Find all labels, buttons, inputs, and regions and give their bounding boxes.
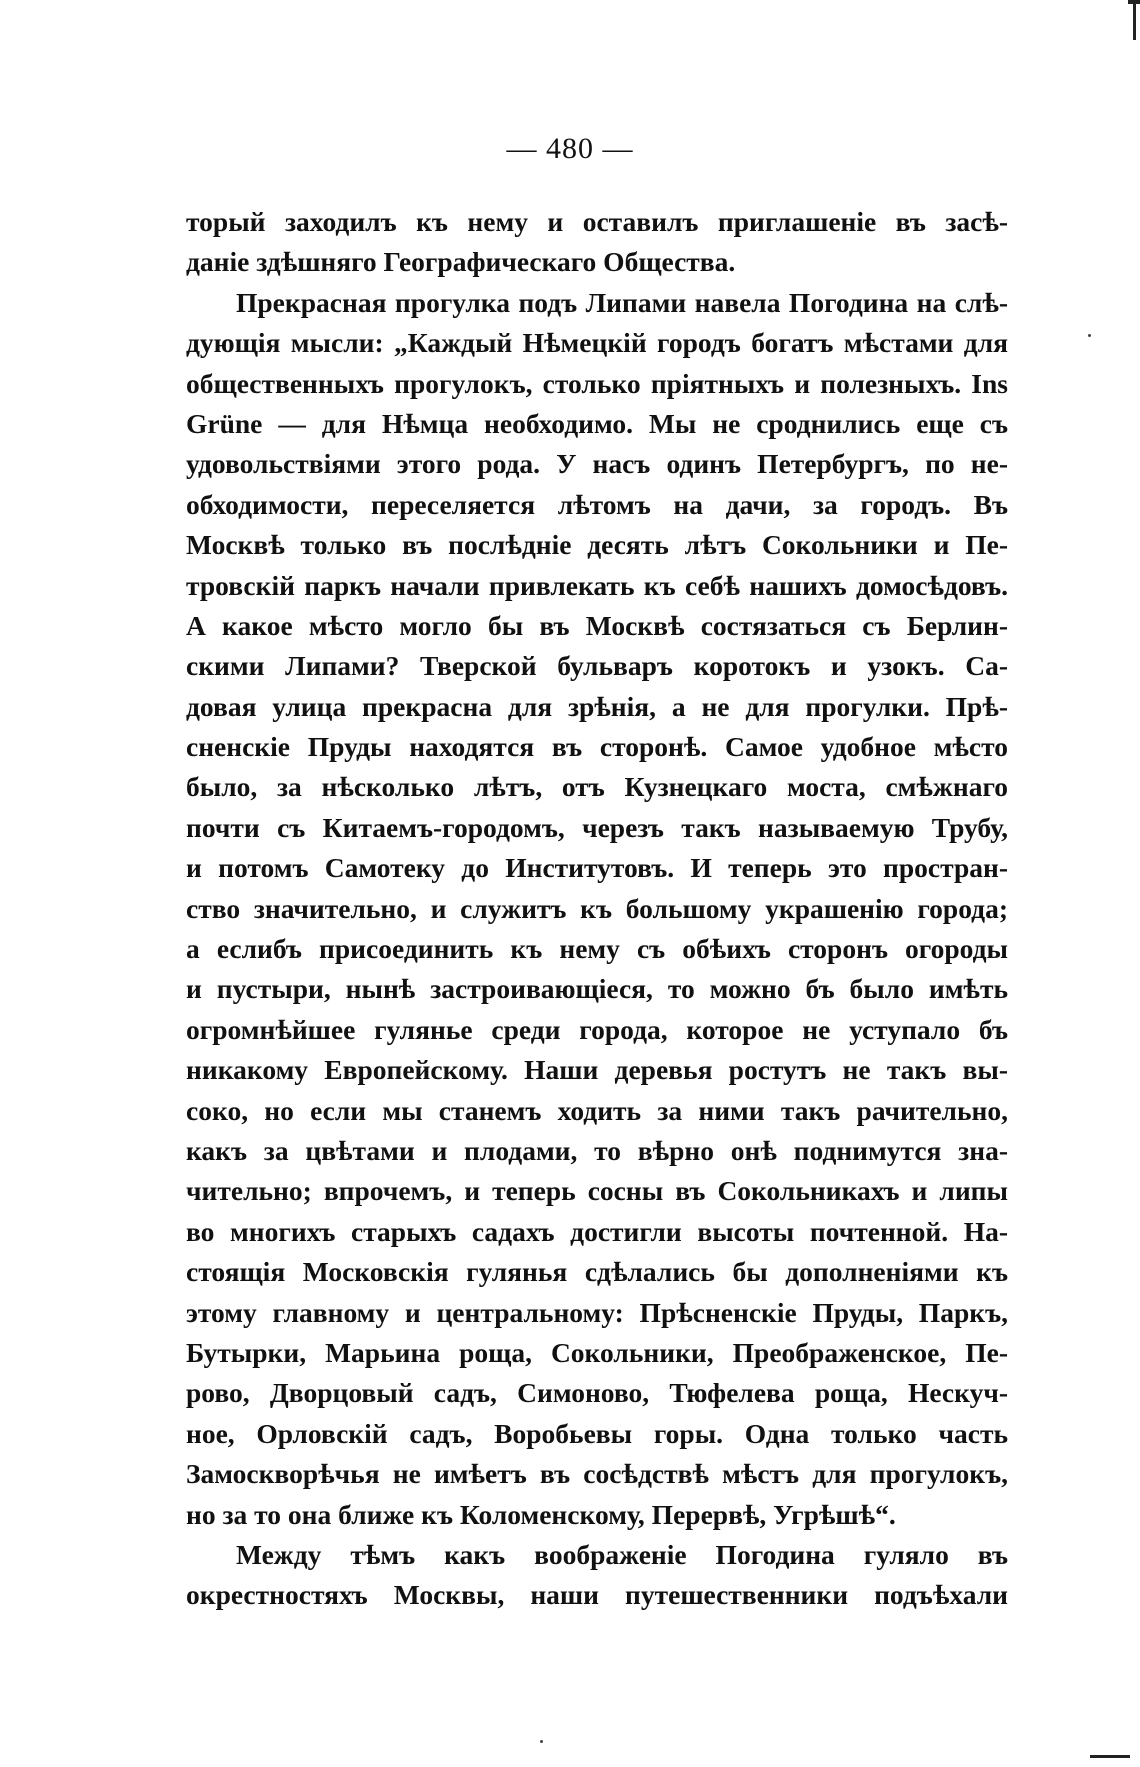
text-line: окрестностяхъ Москвы, наши путешественники подъѣхали bbox=[186, 1579, 1008, 1611]
scan-edge-mark bbox=[1133, 0, 1136, 40]
text-line: чительно; впрочемъ, и теперь сосны въ Сокольникахъ и липы bbox=[186, 1175, 1008, 1207]
scan-speck bbox=[1088, 334, 1091, 337]
page-number: — 480 — bbox=[506, 132, 634, 165]
text-line: во многихъ старыхъ садахъ достигли высоты почтенной. На- bbox=[186, 1215, 1008, 1247]
text-line: сненскіе Пруды находятся въ сторонѣ. Самое удобное мѣсто bbox=[186, 731, 1008, 763]
text-line: и пустыри, нынѣ застроивающіеся, то можно бъ было имѣть bbox=[186, 973, 1008, 1005]
text-line: даніе здѣшняго Географическаго Общества. bbox=[186, 246, 736, 278]
text-line: тровскій паркъ начали привлекать къ себѣ нашихъ домосѣдовъ. bbox=[186, 569, 1008, 601]
text-line: почти съ Китаемъ-городомъ, черезъ такъ называемую Трубу, bbox=[186, 811, 1008, 843]
text-line: довая улица прекрасна для зрѣнія, а не для прогулки. Прѣ- bbox=[186, 690, 1008, 722]
text-line: Прекрасная прогулка подъ Липами навела Погодина на слѣ- bbox=[236, 286, 1008, 318]
text-line: Москвѣ только въ послѣдніе десять лѣтъ Сокольники и Пе- bbox=[186, 529, 1008, 561]
text-line: Бутырки, Марьина роща, Сокольники, Преображенское, Пе- bbox=[186, 1336, 1008, 1368]
text-line: торый заходилъ къ нему и оставилъ приглашеніе въ засѣ- bbox=[186, 206, 1008, 237]
text-line: дующія мысли: „Каждый Нѣмецкій городъ богатъ мѣстами для bbox=[186, 327, 1008, 359]
body-text bbox=[186, 202, 1008, 1616]
text-line: Между тѣмъ какъ воображеніе Погодина гуляло въ bbox=[236, 1538, 1008, 1570]
text-line: Grüne — для Нѣмца необходимо. Мы не сроднились еще съ bbox=[186, 407, 1008, 439]
text-line: скими Липами? Тверской бульваръ коротокъ и узокъ. Са- bbox=[186, 650, 1008, 682]
scan-speck bbox=[540, 1740, 543, 1743]
text-line: А какое мѣсто могло бы въ Москвѣ состязаться съ Берлин- bbox=[186, 609, 1008, 641]
text-line: этому главному и центральному: Прѣсненскіе Пруды, Паркъ, bbox=[186, 1296, 1008, 1328]
text-line: никакому Европейскому. Наши деревья ростутъ не такъ вы- bbox=[186, 1054, 1008, 1086]
text-line: обходимости, переселяется лѣтомъ на дачи, за городъ. Въ bbox=[186, 488, 1008, 520]
text-line: было, за нѣсколько лѣтъ, отъ Кузнецкаго моста, смѣжнаго bbox=[186, 771, 1008, 803]
text-line: соко, но если мы станемъ ходить за ними такъ рачительно, bbox=[186, 1094, 1008, 1126]
text-line: Замоскворѣчья не имѣетъ въ сосѣдствѣ мѣстъ для прогулокъ, bbox=[186, 1458, 1008, 1490]
text-line: огромнѣйшее гулянье среди города, которое не уступало бъ bbox=[186, 1013, 1008, 1045]
text-line: общественныхъ прогулокъ, столько пріятныхъ и полезныхъ. Ins bbox=[186, 367, 1008, 399]
text-line: какъ за цвѣтами и плодами, то вѣрно онѣ поднимутся зна- bbox=[186, 1134, 1008, 1166]
text-line: и потомъ Самотеку до Институтовъ. И теперь это простран- bbox=[186, 852, 1008, 884]
text-line: стоящія Московскія гулянья сдѣлались бы дополненіями къ bbox=[186, 1256, 1008, 1288]
text-line: но за то она ближе къ Коломенскому, Перервѣ, Угрѣшѣ“. bbox=[186, 1498, 896, 1530]
text-line: рово, Дворцовый садъ, Симоново, Тюфелева роща, Нескуч- bbox=[186, 1377, 1008, 1409]
text-line: удовольствіями этого рода. У насъ одинъ Петербургъ, по не- bbox=[186, 448, 1008, 480]
text-line: ство значительно, и служитъ къ большому украшенію города; bbox=[186, 892, 1008, 924]
text-line: ное, Орловскій садъ, Воробьевы горы. Одна только часть bbox=[186, 1417, 1008, 1449]
text-line: а еслибъ присоединить къ нему съ обѣихъ сторонъ огороды bbox=[186, 933, 1008, 965]
scan-edge-mark bbox=[1090, 1755, 1130, 1758]
